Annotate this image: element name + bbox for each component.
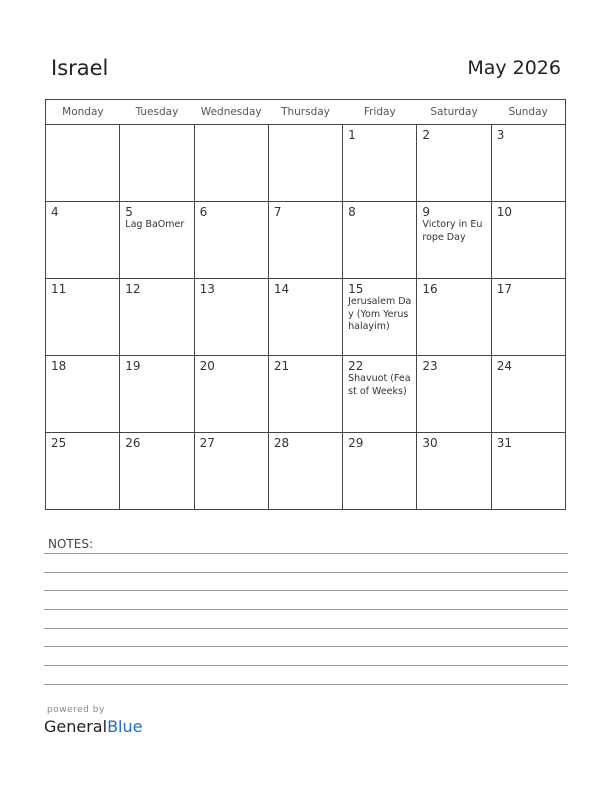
day-cell bbox=[194, 356, 268, 433]
day-number: 18 bbox=[51, 359, 67, 373]
day-number: 21 bbox=[273, 359, 290, 373]
day-number: 14 bbox=[273, 282, 290, 296]
day-cell bbox=[417, 279, 491, 356]
weekday-sunday: Sunday bbox=[491, 100, 565, 125]
day-cell bbox=[268, 202, 342, 279]
day-number: 11 bbox=[51, 282, 67, 296]
note-line bbox=[44, 665, 568, 666]
day-cell bbox=[46, 202, 120, 279]
day-number: 31 bbox=[496, 436, 512, 450]
weekday-tuesday: Tuesday bbox=[120, 100, 194, 125]
day-number: 9 bbox=[422, 205, 431, 219]
day-cell bbox=[417, 356, 491, 433]
day-cell bbox=[417, 125, 491, 202]
day-cell bbox=[343, 279, 417, 356]
day-number: 20 bbox=[199, 359, 215, 373]
day-number: 30 bbox=[422, 436, 438, 450]
note-line bbox=[44, 590, 568, 591]
day-number: 23 bbox=[422, 359, 438, 373]
calendar-grid bbox=[45, 99, 566, 510]
week-row bbox=[46, 202, 566, 279]
day-number: 5 bbox=[125, 205, 133, 219]
day-cell bbox=[417, 433, 491, 510]
note-line bbox=[44, 553, 568, 554]
day-number: 25 bbox=[51, 436, 67, 450]
day-cell bbox=[194, 433, 268, 510]
day-cell bbox=[268, 279, 342, 356]
note-line bbox=[44, 646, 568, 647]
day-cell bbox=[120, 433, 194, 510]
day-number: 17 bbox=[496, 282, 512, 296]
notes-label: NOTES: bbox=[48, 537, 93, 551]
note-line bbox=[44, 628, 568, 629]
note-line bbox=[44, 684, 568, 685]
day-number: 12 bbox=[125, 282, 141, 296]
weekday-thursday: Thursday bbox=[268, 100, 342, 125]
day-cell bbox=[417, 202, 491, 279]
day-cell bbox=[491, 356, 565, 433]
note-line bbox=[44, 609, 568, 610]
day-number: 29 bbox=[348, 436, 364, 450]
day-cell bbox=[491, 125, 565, 202]
day-number: 27 bbox=[199, 436, 215, 450]
day-number: 24 bbox=[496, 359, 512, 373]
day-number: 7 bbox=[273, 205, 282, 219]
brand-logo[interactable] bbox=[44, 717, 142, 736]
brand-general: General bbox=[44, 717, 108, 736]
day-cell bbox=[120, 125, 194, 202]
weekday-wednesday: Wednesday bbox=[194, 100, 268, 125]
holiday-label: Victory in Europe Day bbox=[422, 219, 483, 243]
day-cell bbox=[46, 433, 120, 510]
day-number: 10 bbox=[496, 205, 512, 219]
day-cell bbox=[194, 202, 268, 279]
day-cell bbox=[268, 356, 342, 433]
day-cell bbox=[343, 433, 417, 510]
day-cell bbox=[343, 202, 417, 279]
day-cell bbox=[46, 356, 120, 433]
holiday-label: Jerusalem Day (Yom Yerushalayim) bbox=[348, 296, 412, 332]
week-row bbox=[46, 279, 566, 356]
day-number: 26 bbox=[125, 436, 141, 450]
day-cell bbox=[343, 356, 417, 433]
holiday-label: Lag BaOmer bbox=[125, 219, 185, 230]
day-number: 6 bbox=[199, 205, 208, 219]
day-cell bbox=[46, 279, 120, 356]
week-row bbox=[46, 356, 566, 433]
day-number: 4 bbox=[51, 205, 59, 219]
day-number: 1 bbox=[348, 128, 356, 142]
day-number: 16 bbox=[422, 282, 438, 296]
weekday-header-row bbox=[46, 100, 566, 125]
day-cell bbox=[491, 279, 565, 356]
powered-by-text: powered by bbox=[47, 705, 105, 715]
day-cell bbox=[491, 433, 565, 510]
brand-blue: Blue bbox=[107, 717, 143, 736]
day-number: 13 bbox=[199, 282, 215, 296]
day-cell bbox=[343, 125, 417, 202]
day-cell bbox=[194, 125, 268, 202]
day-cell bbox=[46, 125, 120, 202]
day-cell bbox=[491, 202, 565, 279]
day-number: 8 bbox=[348, 205, 356, 219]
day-cell bbox=[268, 125, 342, 202]
month-title: May 2026 bbox=[467, 57, 561, 79]
holiday-label: Shavuot (Feast of Weeks) bbox=[348, 373, 411, 397]
country-title: Israel bbox=[51, 56, 109, 80]
week-row bbox=[46, 125, 566, 202]
day-cell bbox=[120, 202, 194, 279]
day-cell bbox=[194, 279, 268, 356]
week-row bbox=[46, 433, 566, 510]
day-number: 3 bbox=[496, 128, 505, 142]
day-number: 28 bbox=[273, 436, 290, 450]
day-cell bbox=[120, 279, 194, 356]
day-cell bbox=[268, 433, 342, 510]
day-number: 15 bbox=[348, 282, 364, 296]
day-number: 2 bbox=[422, 128, 431, 142]
day-number: 22 bbox=[348, 359, 364, 373]
weekday-saturday: Saturday bbox=[417, 100, 491, 125]
day-cell bbox=[120, 356, 194, 433]
weekday-friday: Friday bbox=[343, 100, 417, 125]
day-number: 19 bbox=[125, 359, 141, 373]
note-line bbox=[44, 572, 568, 573]
weekday-monday: Monday bbox=[46, 100, 120, 125]
